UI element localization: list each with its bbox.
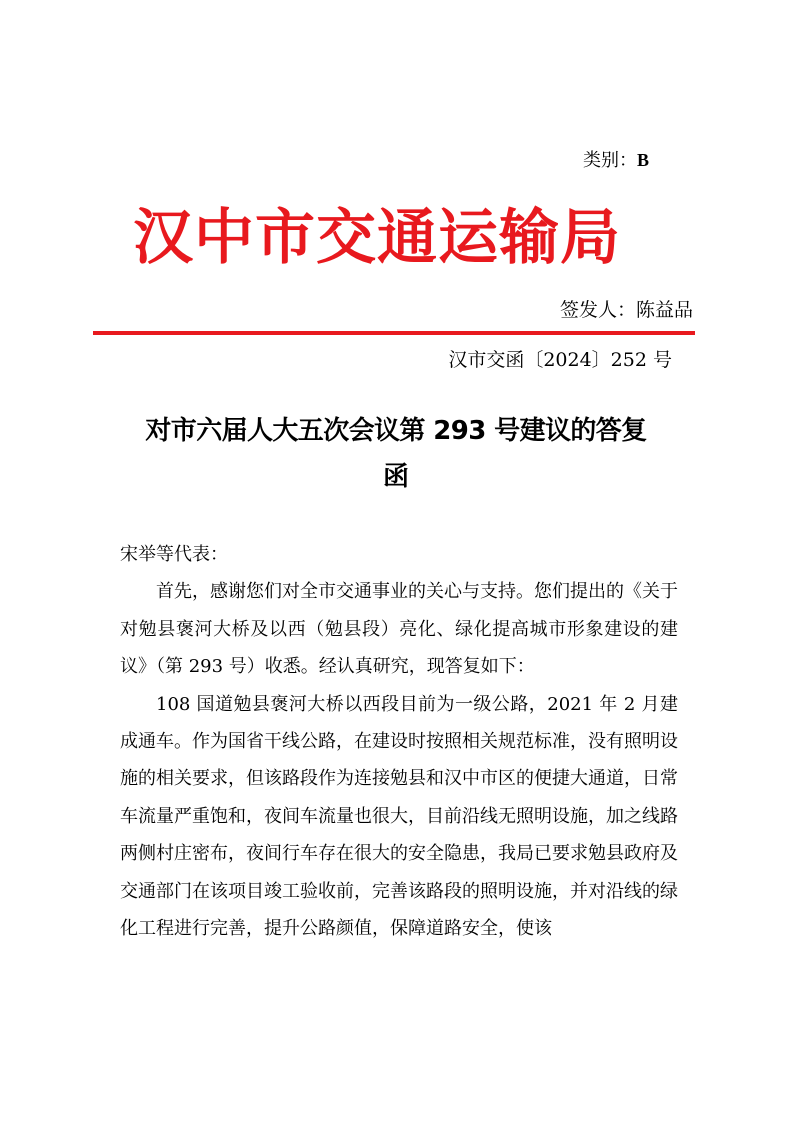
document-number: 汉市交函〔2024〕252 号 bbox=[448, 349, 672, 371]
signer-line: 签发人：陈益品 bbox=[559, 299, 693, 321]
letter-body bbox=[120, 536, 678, 947]
document-category bbox=[583, 146, 649, 172]
category-value: B bbox=[637, 150, 650, 170]
body-paragraph-1: 首先，感谢您们对全市交通事业的关心与支持。您们提出的《关于对勉县褒河大桥及以西（勉县段）亮化、绿化提高城市形象建设的建议》（第 293 号）收悉。经认真研究，现答复如下： bbox=[120, 581, 678, 678]
category-label: 类别： bbox=[583, 150, 637, 171]
document-title-line-2: 函 bbox=[382, 462, 409, 492]
issuing-organization-title: 汉中市交通运输局 bbox=[133, 203, 621, 273]
red-separator-line bbox=[93, 331, 695, 335]
document-title bbox=[116, 408, 676, 500]
body-paragraph-2: 108 国道勉县褒河大桥以西段目前为一级公路，2021 年 2 月建成通车。作为国省干线公路，在建设时按照相关规范标准，没有照明设施的相关要求，但该路段作为连接勉县和汉中市区的便捷大通道，日常车流量严重饱和，夜间车流量也很大，目前沿线无照明设施，加之线路两侧村庄密布，夜间行车存在很大的安全隐患，我局已要求勉县政府及交通部门在该项目竣工验收前，完善该路段的照明设施，并对沿线的绿化工程进行完善，提升公路颜值，保障道路安全，使该 bbox=[120, 693, 678, 940]
document-title-line-1: 对市六届人大五次会议第 293 号建议的答复 bbox=[145, 416, 647, 446]
salutation: 宋举等代表： bbox=[120, 544, 228, 565]
